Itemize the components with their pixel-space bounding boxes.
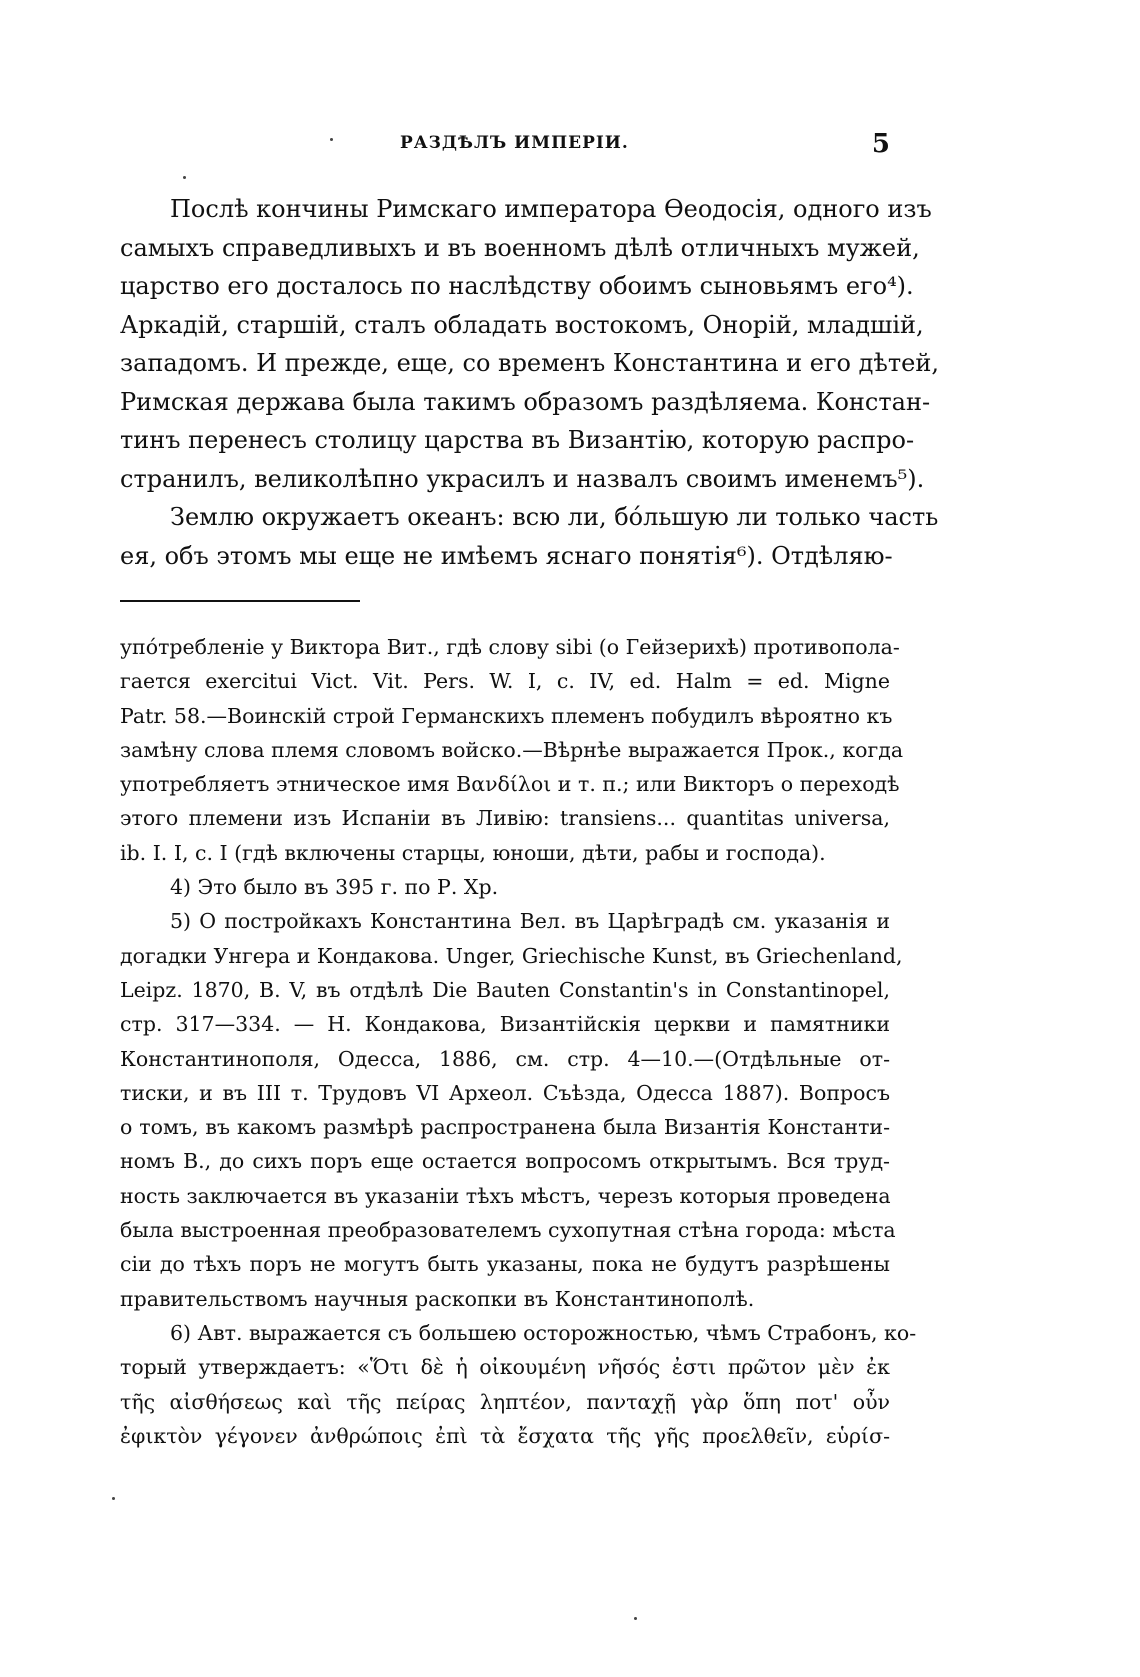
footnote-line: 4) Это было въ 395 г. по Р. Хр.	[170, 875, 499, 900]
footnote-line: ib. I. I, c. I (гдѣ включены старцы, юноши, дѣти, рабы и господа).	[120, 840, 826, 865]
text-line: ея, объ этомъ мы еще не имѣемъ яснаго понятія⁶). Отдѣляю-	[120, 541, 893, 570]
print-speck	[183, 176, 186, 179]
footnote-line: номъ В., до сихъ поръ еще остается вопросомъ открытымъ. Вся труд-	[120, 1149, 890, 1174]
footnote-line: ἐφικτὸν γέγονεν ἀνθρώποις ἐπὶ τὰ ἔσχατα τῆς γῆς προελθεῖν, εὑρίσ-	[120, 1423, 890, 1448]
footnote-line: Patr. 58.—Воинскій строй Германскихъ племенъ побудилъ вѣроятно къ	[120, 703, 893, 728]
print-speck	[330, 138, 333, 141]
footnote-continuation	[120, 630, 904, 870]
text-line: Послѣ кончины Римскаго императора Ѳеодосія, одного изъ	[170, 195, 932, 223]
footnote-line: 6) Авт. выражается съ большею осторожностью, чѣмъ Страбонъ, ко-	[170, 1320, 917, 1345]
print-speck	[634, 1617, 637, 1620]
footnote-line: упо́требленіе у Виктора Вит., гдѣ слову sibi (о Гейзерихѣ) противопола-	[120, 635, 900, 659]
footnote-6	[120, 1316, 917, 1453]
footnote-line: стр. 317—334. — Н. Кондакова, Византійскія церкви и памятники	[120, 1012, 890, 1037]
footnotes	[120, 630, 917, 1453]
footnote-5	[120, 904, 903, 1316]
footnote-line: сіи до тѣхъ поръ не могутъ быть указаны, пока не будутъ разрѣшены	[120, 1252, 890, 1277]
print-speck	[112, 1497, 115, 1500]
footnote-line: ность заключается въ указаніи тѣхъ мѣстъ, черезъ которыя проведена	[120, 1183, 891, 1208]
text-line: Римская держава была такимъ образомъ раздѣляема. Констан-	[120, 387, 931, 416]
running-head	[120, 129, 890, 163]
text-line: странилъ, великолѣпно украсилъ и назвалъ своимъ именемъ⁵).	[120, 464, 925, 493]
main-text	[120, 190, 939, 575]
text-line: Землю окружаетъ океанъ: всю ли, бо́льшую ли только часть	[170, 503, 939, 531]
footnote-line: догадки Унгера и Кондакова. Unger, Griechische Kunst, въ Griechenland,	[120, 943, 903, 968]
footnote-line: была выстроенная преобразователемъ сухопутная стѣна города: мѣста	[120, 1218, 896, 1243]
footnote-line: тиски, и въ III т. Трудовъ VI Археол. Съѣзда, Одесса 1887). Вопросъ	[120, 1080, 890, 1105]
footnote-line: о томъ, въ какомъ размѣрѣ распространена была Византія Константи-	[120, 1115, 890, 1140]
footnote-line: Leipz. 1870, B. V, въ отдѣлѣ Die Bauten Constantin's in Constantinopel,	[120, 977, 890, 1002]
text-line: царство его досталось по наслѣдству обоимъ сыновьямъ его⁴).	[120, 272, 914, 300]
text-line: западомъ. И прежде, еще, со временъ Константина и его дѣтей,	[120, 349, 939, 377]
footnote-line: правительствомъ научныя раскопки въ Константинополѣ.	[120, 1286, 755, 1311]
footnote-line: Константинополя, Одесса, 1886, см. стр. 4—10.—(Отдѣльные от-	[120, 1046, 890, 1071]
footnote-line: торый утверждаетъ: «Ὅτι δὲ ἡ οἰκουμένη νῆσός ἐστι πρῶτον μὲν ἐκ	[120, 1355, 890, 1380]
footnote-line: τῆς αἰσθήσεως καὶ τῆς πείρας ληπτέον, πανταχῇ γὰρ ὅπη ποτ' οὖν	[120, 1389, 890, 1414]
footnote-line: гается exercitui Vict. Vit. Pers. W. I, c. IV, ed. Halm = ed. Migne	[120, 669, 890, 694]
running-title: РАЗДѢЛЪ ИМПЕРІИ.	[400, 133, 629, 153]
text-line: самыхъ справедливыхъ и въ военномъ дѣлѣ отличныхъ мужей,	[120, 233, 920, 262]
footnote-4	[120, 870, 890, 904]
footnote-line: 5) О постройкахъ Константина Вел. въ Царѣградѣ см. указанія и	[170, 909, 890, 934]
footnote-line: употребляетъ этническое имя Βανδίλοι и т. п.; или Викторъ о переходѣ	[120, 772, 900, 797]
footnote-line: замѣну слова племя словомъ войско.—Вѣрнѣе выражается Прок., когда	[120, 737, 904, 762]
page-number: 5	[871, 129, 890, 159]
footnote-line: этого племени изъ Испаніи въ Ливію: transiens... quantitas universa,	[120, 806, 890, 831]
text-line: тинъ перенесъ столицу царства въ Византію, которую распро-	[120, 426, 915, 454]
footnote-rule	[120, 600, 360, 602]
text-line: Аркадій, старшій, сталъ обладать востокомъ, Онорій, младшій,	[120, 310, 924, 339]
